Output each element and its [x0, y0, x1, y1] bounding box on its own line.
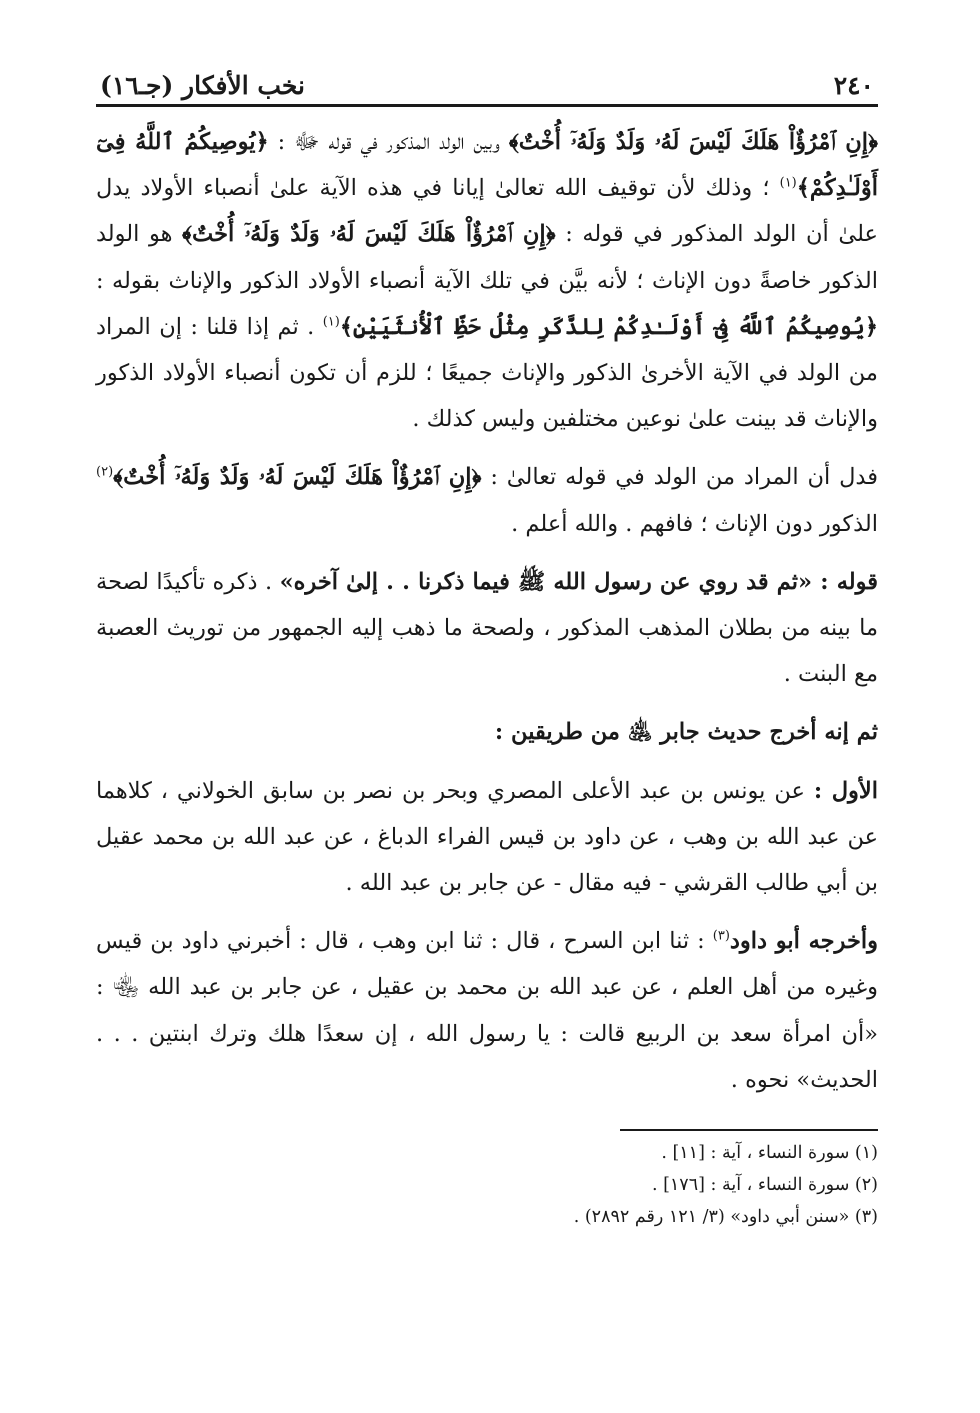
- text-run: ؛ وذلك لأن توقيف الله تعالىٰ إيانا في هذه الآية علىٰ أنصباء الأولاد يدل علىٰ أن الولد المذكور في قوله :: [96, 175, 878, 248]
- footnote: (١) سورة النساء ، آية : [١١] .: [661, 1143, 878, 1164]
- running-header: [96, 60, 878, 100]
- footnote-marker: (٣): [712, 928, 730, 944]
- bold-lead: ثم إنه أخرج حديث جابر ﵁ من طريقين :: [494, 719, 878, 746]
- footnote: (٢) سورة النساء ، آية : [١٧٦] .: [651, 1175, 878, 1196]
- footnote: (٣) «سنن أبي داود» (٣/ ١٢١ رقم ٢٨٩٢) .: [573, 1207, 878, 1228]
- paragraph: [96, 119, 878, 442]
- text-run: الذكور دون الإناث ؛ فافهم . والله أعلم .: [511, 510, 878, 537]
- bold-lead: الأول :: [813, 777, 878, 804]
- quran-verse: ﴿يُوصِيكُمُ ٱللَّهُ فِىٓ أَوْلَـٰدِكُمْ﴾: [96, 129, 878, 202]
- paragraph: [96, 918, 878, 1103]
- text-run: وبين الولد المذكور في قوله ﷻ :: [268, 129, 509, 155]
- quran-verse: ﴿يُوصِيكُمُ ٱللَّهُ فِىٓ أَوْلَـٰدِكُمْ لِلذَّكَرِ مِثْلُ حَظِّ ٱلْأُنثَيَيْنِ﴾: [339, 313, 878, 340]
- page-number: ٢٤٠: [833, 71, 874, 100]
- quran-verse: ﴿إِنِ ٱمْرُؤٌاْ هَلَكَ لَيْسَ لَهُۥ وَلَدٌ وَلَهُۥٓ أُخْتٌ﴾: [182, 221, 556, 248]
- text-run: عن يونس بن عبد الأعلى المصري وبحر بن نصر بن سابق الخولاني ، كلاهما عن عبد الله بن وهب ، عن داود بن قيس الفراء الدباغ ، عن عبد الله بن محمد عقيل بن أبي طالب القرشي - فيه مقال - عن جابر بن عبد الله .: [96, 777, 879, 897]
- bold-lead: وأخرجه أبو داود: [729, 928, 878, 955]
- footnote-marker: (١): [779, 175, 797, 191]
- paragraph: [96, 709, 878, 755]
- paragraph: [96, 768, 878, 907]
- text-run: فدل أن المراد من الولد في قوله تعالىٰ :: [481, 464, 878, 491]
- bold-lead: قوله : «ثم قد روي عن رسول الله ﷺ فيما ذكرنا . . إلىٰ آخره»: [279, 568, 878, 595]
- body-text: [96, 119, 878, 1103]
- footnote-separator: [620, 1129, 878, 1131]
- text-run: هو الولد الذكور خاصةً دون الإناث ؛ لأنه بيَّن في تلك الآية أنصباء الأولاد الذكور والإناث بقوله :: [96, 221, 878, 294]
- paragraph: [96, 454, 878, 546]
- book-title: نخب الأفكار (جـ١٦): [100, 71, 306, 100]
- text-run: . ذكره تأكيدًا لصحة ما بينه من بطلان المذهب المذكور ، ولصحة ما ذهب إليه الجمهور من توريث العصبة مع البنت .: [96, 568, 878, 688]
- text-run: . ثم إذا قلنا : إن المراد من الولد في الآية الأخرىٰ الذكور والإناث جميعًا ؛ للزم أن تكون أنصباء الأولاد الذكور والإناث قد بينت علىٰ نوعين مختلفين وليس كذلك .: [96, 313, 878, 433]
- quran-verse: ﴿إِنِ ٱمْرُؤٌاْ هَلَكَ لَيْسَ لَهُۥ وَلَدٌ وَلَهُۥٓ أُخْتٌ﴾: [508, 129, 879, 155]
- footnote-marker: (١): [322, 314, 340, 330]
- text-run: : ثنا ابن السرح ، قال : ثنا ابن وهب ، قال : أخبرني داود بن قيس وغيره من أهل العلم ، عن عبد الله بن محمد بن عقيل ، عن جابر بن عبد الله ﵄ : «أن امرأة سعد بن الربيع قالت : يا رسول الله ، إن سعدًا هلك وترك ابنتين . . . الحديث» نحوه .: [96, 928, 878, 1093]
- footnote-marker: (٢): [96, 464, 114, 480]
- paragraph: [96, 559, 878, 698]
- quran-verse: ﴿إِنِ ٱمْرُؤٌاْ هَلَكَ لَيْسَ لَهُۥ وَلَدٌ وَلَهُۥٓ أُخْتٌ﴾: [113, 464, 482, 491]
- footnotes: [96, 1137, 878, 1233]
- book-page: [96, 60, 878, 1233]
- header-rule: [96, 104, 878, 107]
